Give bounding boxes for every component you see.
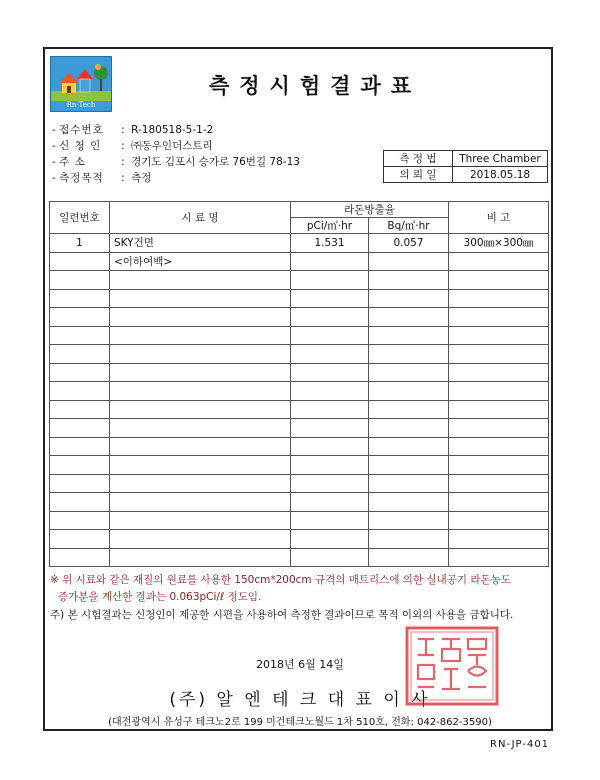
cell-sample — [110, 271, 291, 290]
header-sample: 시 료 명 — [110, 202, 291, 234]
cell-bq — [369, 271, 449, 290]
cell-bq — [369, 363, 449, 382]
cell-bq — [369, 530, 449, 549]
table-row — [50, 382, 549, 401]
cell-bq: 0.057 — [369, 234, 449, 253]
cell-remark — [449, 326, 549, 345]
cell-serial — [50, 548, 110, 567]
table-row — [50, 437, 549, 456]
cell-serial — [50, 289, 110, 308]
cell-sample — [110, 474, 291, 493]
cell-bq — [369, 493, 449, 512]
table-row — [50, 326, 549, 345]
header-remark: 비 고 — [449, 202, 549, 234]
table-row — [50, 252, 549, 271]
info-key: 측정목적 — [59, 172, 104, 184]
table-row — [50, 363, 549, 382]
cell-serial — [50, 419, 110, 438]
cell-sample — [110, 493, 291, 512]
cell-pci — [291, 530, 369, 549]
cell-pci — [291, 419, 369, 438]
cell-remark — [449, 400, 549, 419]
cell-remark — [449, 419, 549, 438]
cell-pci — [291, 511, 369, 530]
cell-sample — [110, 400, 291, 419]
cell-remark — [449, 271, 549, 290]
table-row — [50, 419, 549, 438]
method-table — [383, 150, 548, 183]
info-value: R-180518-5-1-2 — [131, 124, 214, 136]
cell-bq — [369, 308, 449, 327]
info-value: 경기도 김포시 승가로 76번길 78-13 — [131, 156, 300, 168]
cell-pci — [291, 548, 369, 567]
meta-key: 의 뢰 일 — [384, 167, 453, 183]
disclaimer: 주) 본 시험결과는 신청인이 제공한 시편을 사용하여 측정한 결과이므로 목적 이외의 사용을 금합니다. — [50, 609, 514, 621]
company-name: (주) 알 엔 테 크 대 표 이 사 — [169, 690, 431, 710]
info-key: 접수번호 — [59, 124, 104, 136]
cell-serial — [50, 363, 110, 382]
cell-pci — [291, 437, 369, 456]
header-unit-pci: pCi/㎡·hr — [291, 218, 369, 234]
cell-sample: <이하여백> — [110, 252, 291, 271]
cell-serial — [50, 530, 110, 549]
cell-serial — [50, 474, 110, 493]
cell-serial — [50, 252, 110, 271]
cell-bq — [369, 419, 449, 438]
cell-bq — [369, 345, 449, 364]
company-address: (대전광역시 유성구 테크노2로 199 미건테크노월드 1차 510호, 전화: 042-862-3590) — [108, 717, 492, 728]
note-line-1: ※ 위 시료와 같은 재질의 원료를 사용한 150cm*200cm 규격의 매트리스에 의한 실내공기 라돈농도 — [50, 574, 511, 586]
cell-serial — [50, 345, 110, 364]
cell-remark — [449, 363, 549, 382]
cell-sample — [110, 530, 291, 549]
cell-bq — [369, 474, 449, 493]
header-radon: 라돈방출율 — [291, 202, 449, 218]
cell-bq — [369, 382, 449, 401]
cell-serial — [50, 511, 110, 530]
cell-pci — [291, 363, 369, 382]
note-line-2: 증가분을 계산한 결과는 0.063pCi/ℓ 정도임. — [58, 591, 262, 603]
cell-remark — [449, 493, 549, 512]
cell-remark — [449, 382, 549, 401]
meta-value: 2018.05.18 — [453, 167, 548, 183]
cell-sample — [110, 326, 291, 345]
header-unit-bq: Bq/㎡·hr — [369, 218, 449, 234]
table-row — [50, 234, 549, 253]
results-table — [49, 201, 549, 567]
cell-sample — [110, 382, 291, 401]
cell-serial — [50, 326, 110, 345]
cell-sample — [110, 419, 291, 438]
cell-serial — [50, 271, 110, 290]
cell-bq — [369, 326, 449, 345]
info-row-receipt: - 접수번호 : R-180518-5-1-2 — [52, 124, 214, 136]
cell-pci — [291, 345, 369, 364]
header-serial: 일련번호 — [50, 202, 110, 234]
cell-pci — [291, 271, 369, 290]
info-row-address: - 주 소 : 경기도 김포시 승가로 76번길 78-13 — [52, 156, 300, 168]
cell-sample — [110, 548, 291, 567]
cell-bq — [369, 437, 449, 456]
cell-remark — [449, 548, 549, 567]
info-value: 측정 — [131, 172, 152, 184]
cell-serial — [50, 400, 110, 419]
cell-remark: 300㎜×300㎜ — [449, 234, 549, 253]
logo-text: Rn·Tech — [66, 101, 96, 109]
cell-pci — [291, 326, 369, 345]
info-row-applicant: - 신 청 인 : ㈜동우인더스트리 — [52, 140, 213, 152]
cell-remark — [449, 511, 549, 530]
info-key: 주 소 — [59, 156, 86, 168]
table-row — [50, 511, 549, 530]
cell-pci — [291, 382, 369, 401]
table-row — [50, 308, 549, 327]
cell-bq — [369, 400, 449, 419]
cell-serial: 1 — [50, 234, 110, 253]
info-value: ㈜동우인더스트리 — [131, 140, 213, 152]
cell-bq — [369, 289, 449, 308]
cell-remark — [449, 530, 549, 549]
table-row — [50, 289, 549, 308]
cell-serial — [50, 456, 110, 475]
doc-code: RN-JP-401 — [490, 739, 550, 750]
company-seal-icon — [404, 625, 500, 707]
cell-remark — [449, 437, 549, 456]
cell-pci — [291, 400, 369, 419]
table-row — [50, 493, 549, 512]
info-key: 신 청 인 — [59, 140, 102, 152]
cell-sample — [110, 289, 291, 308]
table-row — [50, 271, 549, 290]
cell-pci — [291, 289, 369, 308]
cell-pci — [291, 493, 369, 512]
cell-sample — [110, 363, 291, 382]
info-row-purpose: - 측정목적 : 측정 — [52, 172, 152, 184]
cell-serial — [50, 493, 110, 512]
cell-serial — [50, 308, 110, 327]
table-row — [50, 474, 549, 493]
cell-remark — [449, 252, 549, 271]
cell-sample — [110, 308, 291, 327]
cell-serial — [50, 437, 110, 456]
cell-sample — [110, 511, 291, 530]
meta-value: Three Chamber — [453, 151, 548, 167]
cell-bq — [369, 252, 449, 271]
cell-pci: 1.531 — [291, 234, 369, 253]
cell-remark — [449, 345, 549, 364]
cell-remark — [449, 308, 549, 327]
cell-pci — [291, 308, 369, 327]
cell-bq — [369, 511, 449, 530]
cell-pci — [291, 252, 369, 271]
cell-remark — [449, 289, 549, 308]
table-row — [50, 548, 549, 567]
cell-remark — [449, 474, 549, 493]
issue-date: 2018년 6월 14일 — [256, 658, 344, 671]
cell-sample — [110, 345, 291, 364]
page-title: 측정시험결과표 — [208, 74, 421, 98]
table-row — [50, 456, 549, 475]
cell-sample — [110, 456, 291, 475]
cell-serial — [50, 382, 110, 401]
cell-bq — [369, 548, 449, 567]
cell-sample: SKY건면 — [110, 234, 291, 253]
table-row — [50, 345, 549, 364]
cell-remark — [449, 456, 549, 475]
table-row — [50, 530, 549, 549]
cell-pci — [291, 474, 369, 493]
cell-sample — [110, 437, 291, 456]
table-row — [50, 400, 549, 419]
meta-key: 측 정 법 — [384, 151, 453, 167]
cell-pci — [291, 456, 369, 475]
company-logo — [50, 56, 112, 112]
cell-bq — [369, 456, 449, 475]
